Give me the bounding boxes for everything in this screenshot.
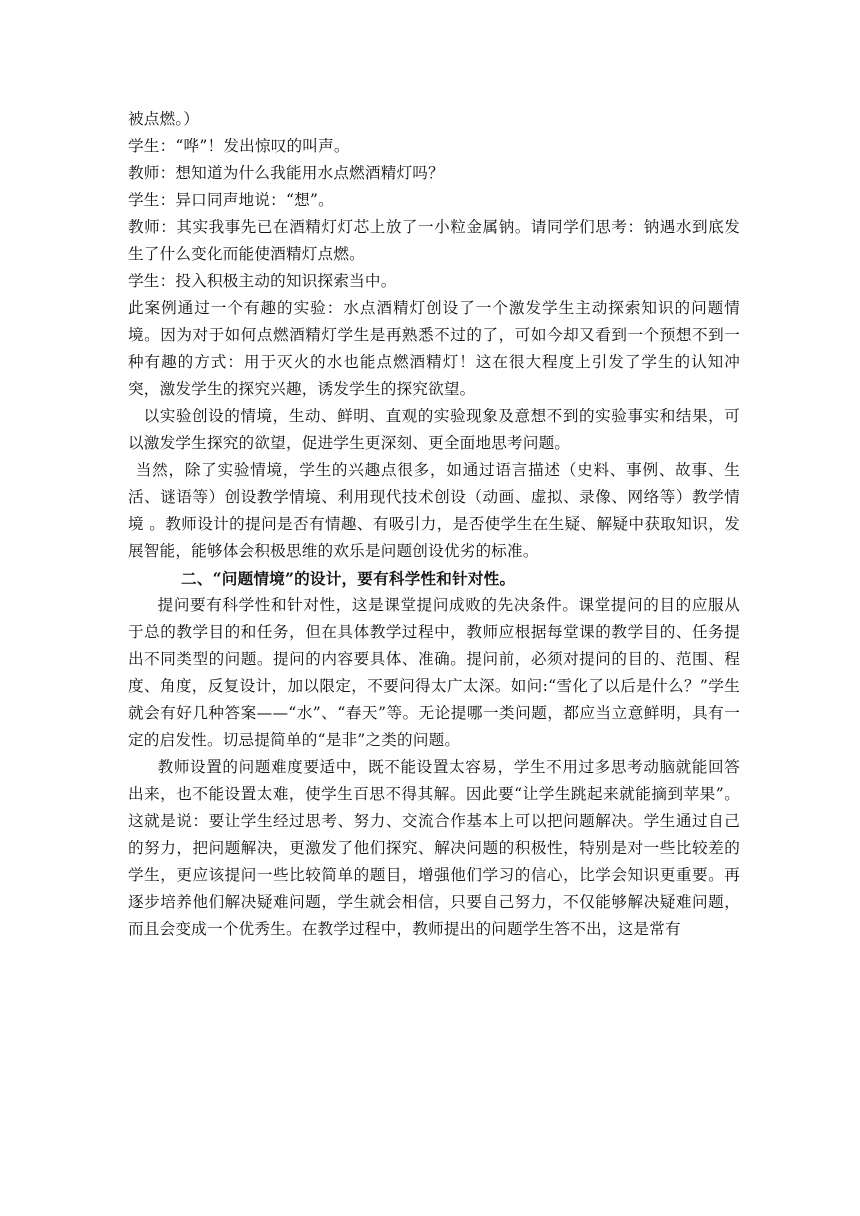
dialogue-student-exclaim: 学生：“哗”！发出惊叹的叫声。 (128, 137, 350, 155)
experiment-situation-paragraph: 以实验创设的情境，生动、鲜明、直观的实验现象及意想不到的实验事实和结果，可以激发学生探究的欲望，促进学生更深刻、更全面地思考问题。 (128, 407, 740, 452)
question-difficulty-paragraph: 教师设置的问题难度要适中，既不能设置太容易，学生不用过多思考动脑就能回答出来，也不能设置太难，使学生百思不得其解。因此要“让学生跳起来就能摘到苹果”。这就是说：要让学生经过思考、努力、交流合作基本上可以把问题解决。学生通过自己的努力，把问题解决，更激发了他们探究、解决问题的积极性，特别是对一些比较差的学生，更应该提问一些比较简单的题目，增强他们学习的信心，比学会知识更重要。再逐步培养他们解决疑难问题，学生就会相信，只要自己努力，不仅能够解决疑难问题，而且会变成一个优秀生。在教学过程中，教师提出的问题学生答不出，这是常有 (128, 758, 740, 938)
document-body (128, 106, 740, 943)
other-situations-paragraph: 当然，除了实验情境，学生的兴趣点很多，如通过语言描述（史料、事例、故事、生活、谜语等）创设教学情境、利用现代技术创设（动画、虚拟、录像、网络等）教学情境 。教师设计的提问是否有情趣、有吸引力，是否使学生在生疑、解疑中获取知识，发展智能，能够体会积极思维的欢乐是问题创设优劣的标准。 (128, 461, 740, 560)
dialogue-teacher-question: 教师：想知道为什么我能用水点燃酒精灯吗？ (128, 164, 444, 182)
case-analysis-paragraph: 此案例通过一个有趣的实验：水点酒精灯创设了一个激发学生主动探索知识的问题情境。因为对于如何点燃酒精灯学生是再熟悉不过的了，可如今却又看到一个预想不到一种有趣的方式：用于灭火的水也能点燃酒精灯！这在很大程度上引发了学生的认知冲突，激发学生的探究兴趣，诱发学生的探究欲望。 (128, 299, 740, 398)
dialogue-teacher-explain: 教师：其实我事先已在酒精灯灯芯上放了一小粒金属钠。请同学们思考：钠遇水到底发生了什么变化而能使酒精灯点燃。 (128, 218, 740, 263)
dialogue-student-answer: 学生：异口同声地说：“想”。 (128, 191, 334, 209)
paragraph-continuation: 被点燃。） (128, 110, 200, 128)
scientific-questioning-paragraph: 提问要有科学性和针对性，这是课堂提问成败的先决条件。课堂提问的目的应服从于总的教学目的和任务，但在具体教学过程中，教师应根据每堂课的教学目的、任务提出不同类型的问题。提问的内容要具体、准确。提问前，必须对提问的目的、范围、程度、角度，反复设计，加以限定，不要问得太广太深。如问:“雪化了以后是什么？”学生就会有好几种答案——“水”、“春天”等。无论提哪一类问题，都应当立意鲜明，具有一定的启发性。切忌提简单的“是非”之类的问题。 (128, 596, 740, 749)
section-heading: 二、“问题情境”的设计，要有科学性和针对性。 (181, 569, 516, 588)
dialogue-student-explore: 学生：投入积极主动的知识探索当中。 (128, 272, 397, 290)
